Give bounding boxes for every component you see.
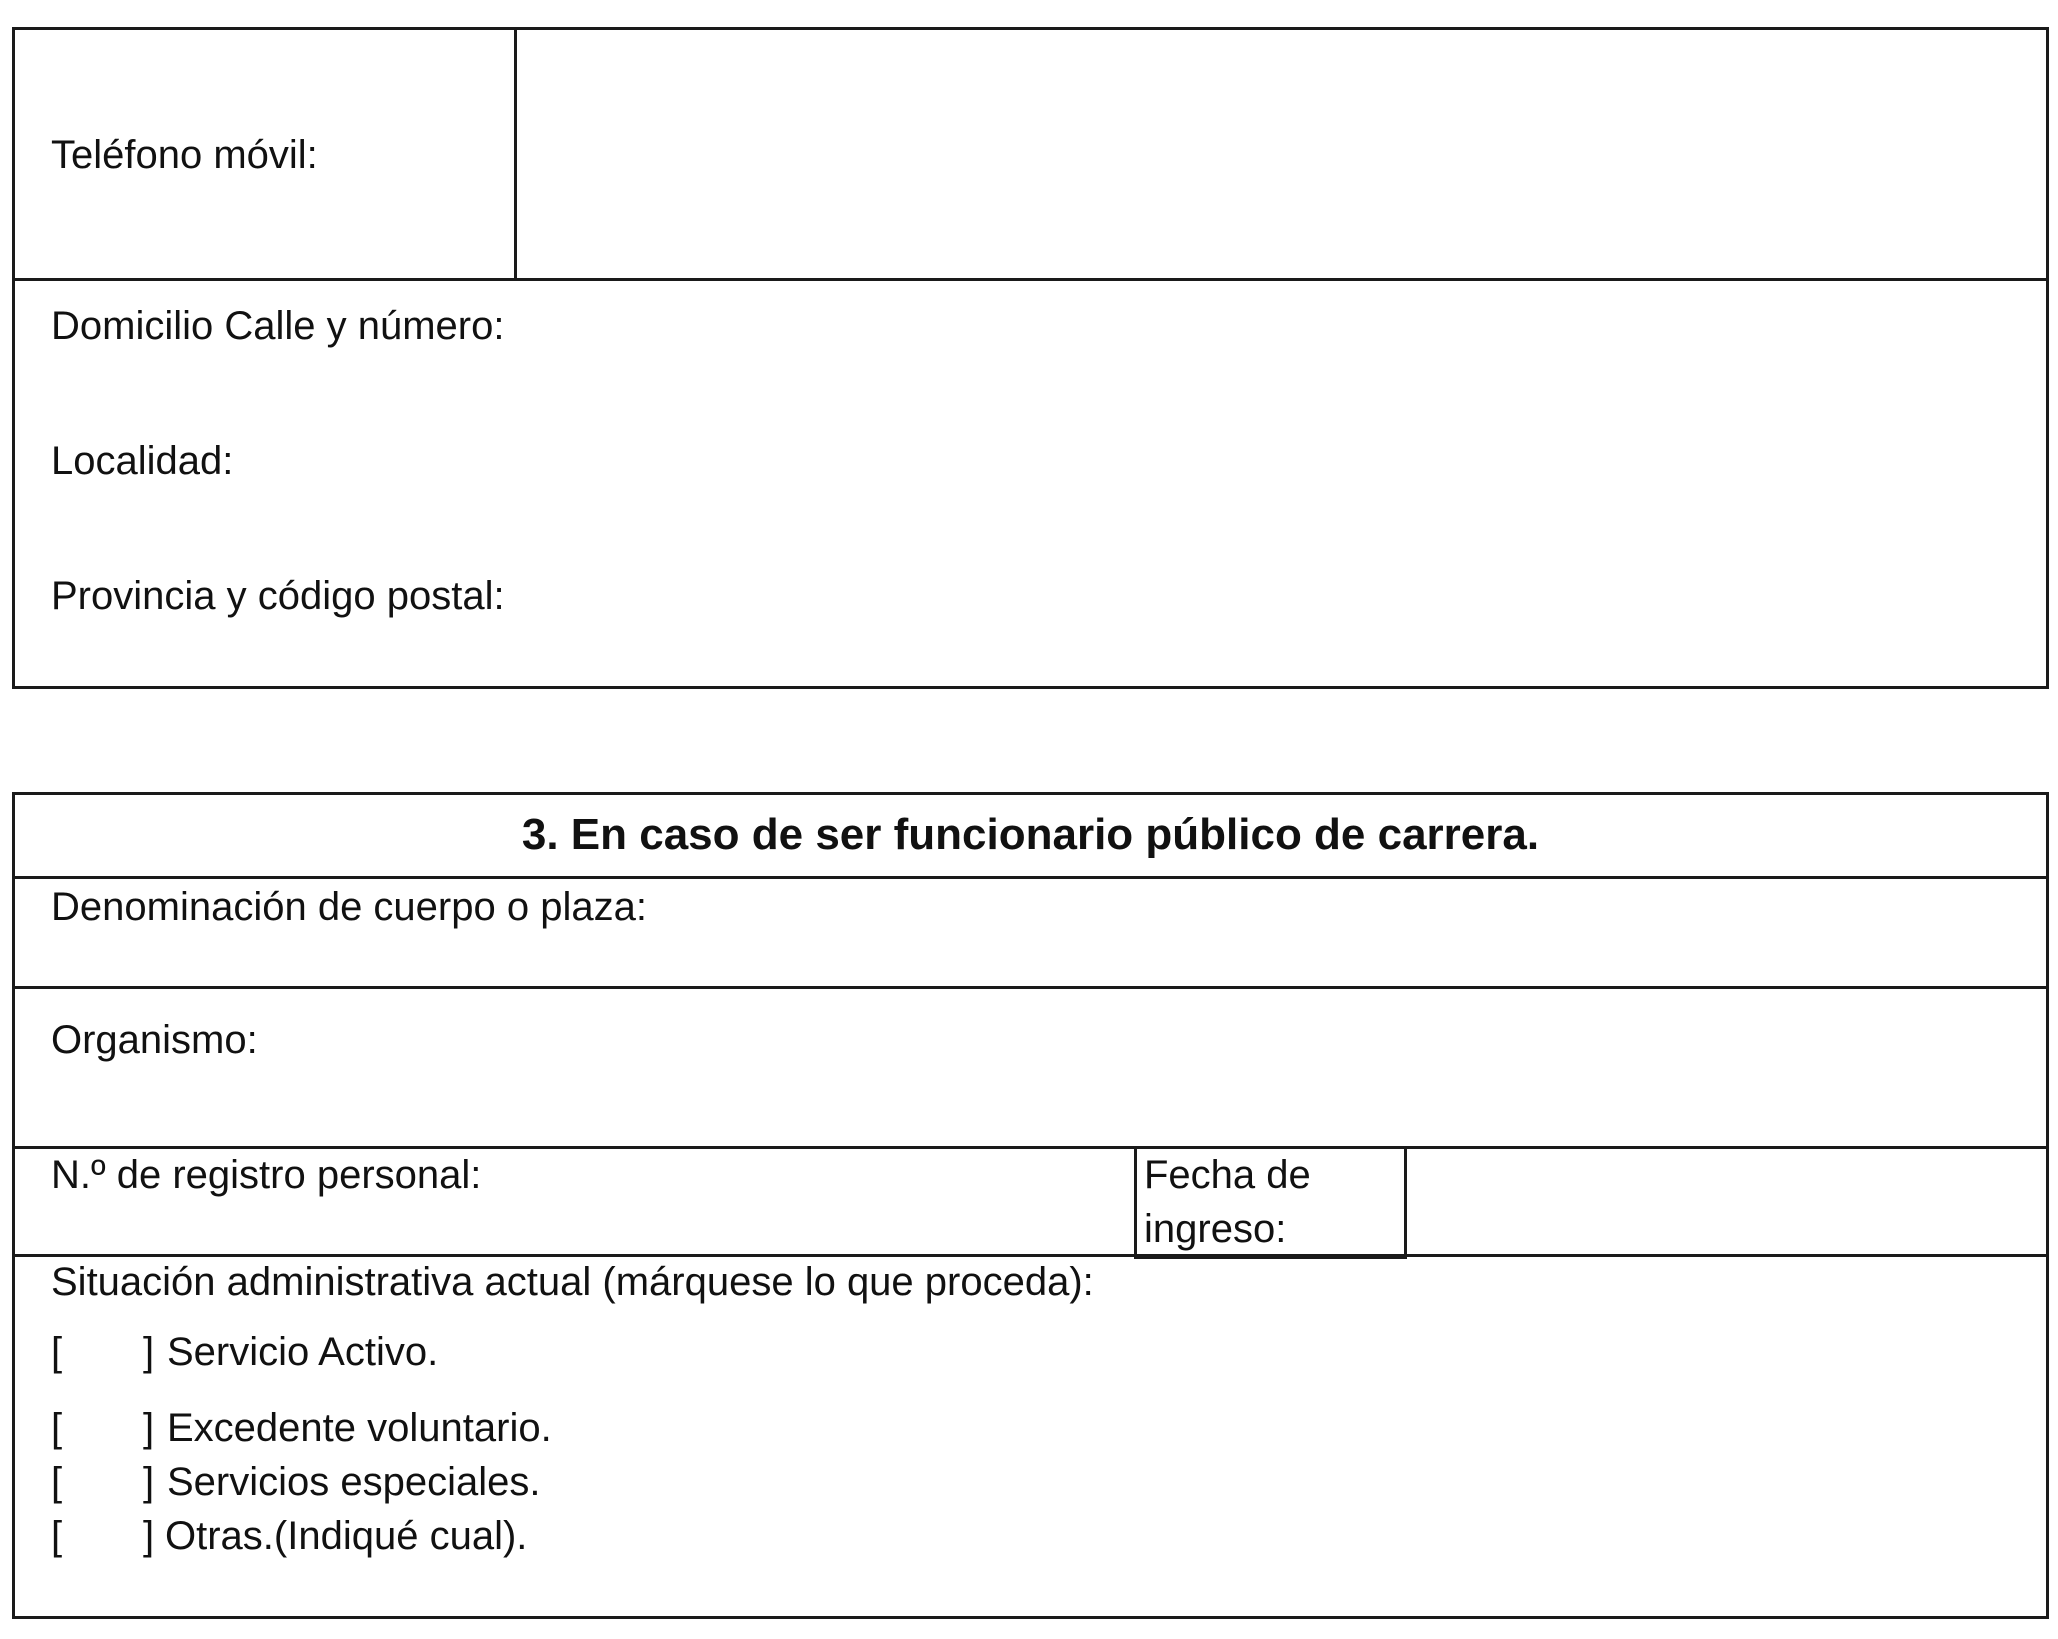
administrative-situation-label: Situación administrativa actual (márquese lo que proceda): [51,1260,1094,1304]
body-or-position-label: Denominación de cuerpo o plaza: [51,885,647,929]
registry-row-divider [12,1254,2049,1257]
checkbox-open-bracket: [ [51,1460,63,1504]
checkbox-open-bracket: [ [51,1514,63,1558]
option-label: Otras.(Indiqué cual). [165,1514,528,1558]
section-heading: 3. En caso de ser funcionario público de carrera. [521,810,1540,859]
mobile-phone-label: Teléfono móvil: [51,133,318,177]
mobile-phone-field[interactable] [520,30,2046,278]
entry-date-label-line2: ingreso: [1144,1207,1287,1251]
option-label: Servicio Activo. [167,1330,439,1374]
entry-date-cell-bottom-border [1134,1256,1407,1259]
street-address-label: Domicilio Calle y número: [51,304,505,348]
locality-label: Localidad: [51,439,234,483]
heading-divider [12,876,2049,879]
body-row-divider [12,986,2049,989]
entry-date-cell-right-border [1404,1146,1407,1257]
checkbox-close-bracket: ] [143,1460,155,1504]
entry-date-label-line1: Fecha de [1144,1153,1311,1197]
checkbox-open-bracket: [ [51,1406,63,1450]
entry-date-cell-left-border [1134,1146,1137,1257]
option-label: Excedente voluntario. [167,1406,552,1450]
checkbox-close-bracket: ] [143,1514,155,1558]
organism-label: Organismo: [51,1018,258,1062]
contact-column-divider [514,27,517,281]
option-label: Servicios especiales. [167,1460,541,1504]
entry-date-field[interactable] [1410,1149,2046,1254]
checkbox-open-bracket: [ [51,1330,63,1374]
personal-registry-number-label: N.º de registro personal: [51,1153,482,1197]
province-postal-code-label: Provincia y código postal: [51,574,505,618]
checkbox-close-bracket: ] [143,1330,155,1374]
checkbox-close-bracket: ] [143,1406,155,1450]
contact-row-divider [12,278,2049,281]
